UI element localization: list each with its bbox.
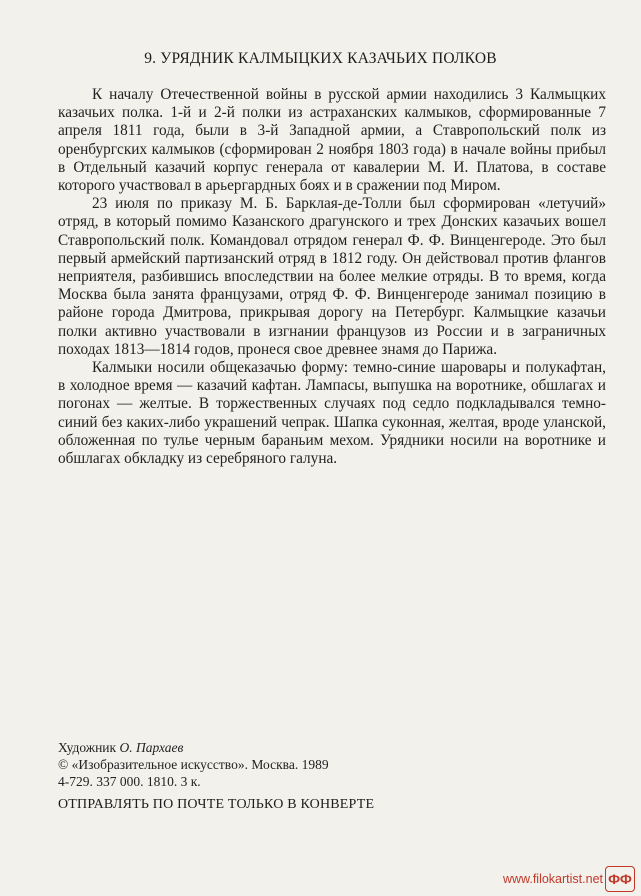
paragraph-1: К началу Отечественной войны в русской армии находились 3 Калмыцких казачьих полка. 1-й и 2-й полки из астраханских калмыков, сформированные 7 апреля 1811 года, были в 3-й Западной армии, а Ставропольский полк из оренбургских калмыков (сформирован 2 ноября 1803 года) в начале войны прибыл в Отдельный казачий корпус генерала от кавалерии М. И. Платова, в составе которого участвовал в арьергардных боях и в сражении под Миром.: [58, 86, 606, 195]
mail-instruction: ОТПРАВЛЯТЬ ПО ПОЧТЕ ТОЛЬКО В КОНВЕРТЕ: [58, 797, 375, 812]
catalog-line: 4-729. 337 000. 1810. 3 к.: [58, 774, 201, 789]
publisher-line: © «Изобразительное искусство». Москва. 1989: [58, 757, 329, 772]
artist-name: О. Пархаев: [119, 740, 184, 755]
artist-line: [58, 739, 558, 756]
watermark-site: www.filokartist.net: [502, 872, 603, 886]
artist-label: Художник: [58, 740, 117, 755]
page-title: 9. УРЯДНИК КАЛМЫЦКИХ КАЗАЧЬИХ ПОЛКОВ: [144, 50, 497, 67]
watermark-logo-icon: ФФ: [605, 866, 635, 892]
credits-block: [58, 739, 558, 790]
paragraph-3: Калмыки носили общеказачью форму: темно-синие шаровары и полукафтан, в холодное время — казачий кафтан. Лампасы, выпушка на воротнике, обшлагах и погонах — желтые. В торжественных случаях под седло подкладывался темно-синий без каких-либо украшений чепрак. Шапка суконная, желтая, вроде уланской, обложенная по тулье черным бараньим мехом. Урядники носили на воротнике и обшлагах обкладку из серебряного галуна.: [58, 359, 606, 468]
paragraph-2: 23 июля по приказу М. Б. Барклая-де-Толли был сформирован «летучий» отряд, в который помимо Казанского драгунского и трех Донских казачьих вошел Ставропольский полк. Командовал отрядом генерал Ф. Ф. Винценгероде. Это был первый армейский партизанский отряд в 1812 году. Он действовал против флангов неприятеля, разбившись впоследствии на более мелкие отряды. В то время, когда Москва была занята французами, отряд Ф. Ф. Винценгероде занимал позицию в районе города Дмитрова, прикрывая дорогу на Петербург. Калмыцкие казачьи полки активно участвовали в изгнании французов из России и в заграничных походах 1813—1814 годов, пронеся свое древнее знамя до Парижа.: [58, 195, 606, 358]
article-body: [58, 86, 606, 468]
